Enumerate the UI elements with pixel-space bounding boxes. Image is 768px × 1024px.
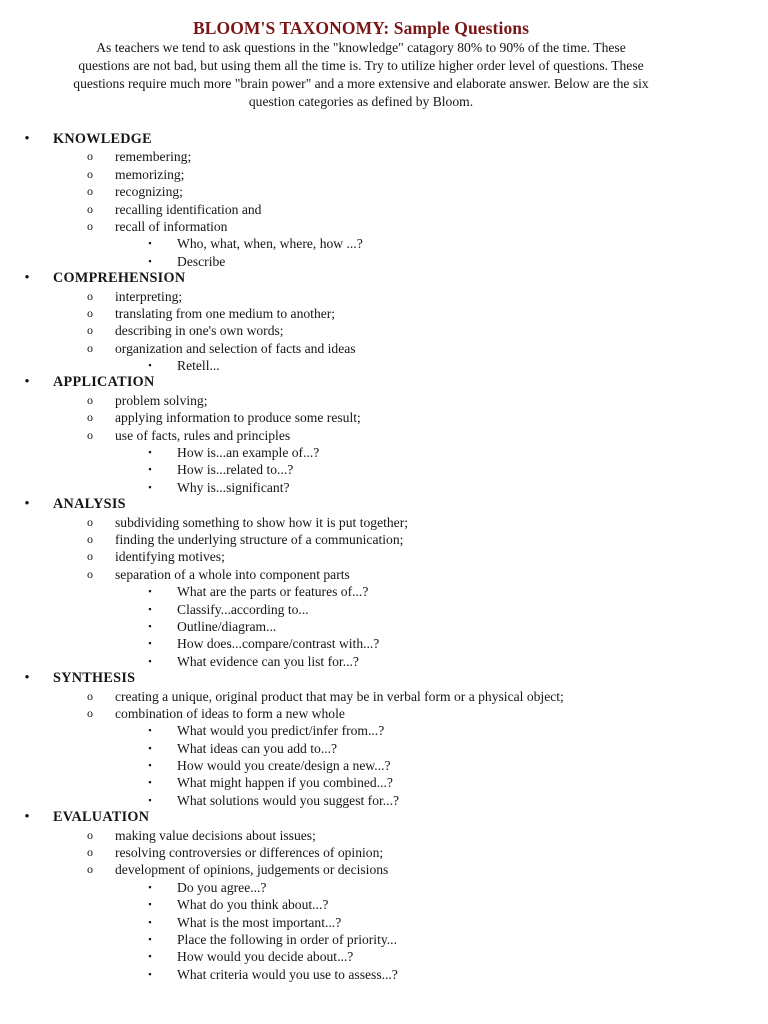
category-heading: ANALYSIS <box>53 496 126 513</box>
intro-line: questions are not bad, but using them all the time is. Try to utilize higher order level of questions. These <box>78 58 644 73</box>
category-item-row <box>0 548 768 565</box>
bullet-dot-icon: • <box>24 496 30 513</box>
category-item-text: resolving controversies or differences of opinion; <box>115 845 384 861</box>
example-question-text: Retell... <box>177 358 220 374</box>
category-item-text: describing in one's own words; <box>115 323 284 339</box>
intro-line: As teachers we tend to ask questions in the "knowledge" catagory 80% to 90% of the time. These <box>96 40 626 55</box>
category-item-row <box>0 844 768 861</box>
bullet-circle-icon: o <box>87 845 93 860</box>
category-item-row <box>0 322 768 339</box>
bullet-circle-icon: o <box>87 184 93 199</box>
example-question-row <box>0 235 768 252</box>
category-item-text: interpreting; <box>115 288 183 304</box>
bullet-square-icon: ▪ <box>148 586 152 597</box>
category-item-row <box>0 861 768 878</box>
category-row <box>0 670 768 687</box>
bullet-dot-icon: • <box>24 809 30 826</box>
category-item-text: problem solving; <box>115 392 208 408</box>
category-item-row <box>0 705 768 722</box>
example-question-row <box>0 879 768 896</box>
category-row <box>0 496 768 513</box>
bullet-dot-icon: • <box>24 270 30 287</box>
bullet-circle-icon: o <box>87 166 93 181</box>
bullet-square-icon: ▪ <box>148 238 152 249</box>
category-item-text: use of facts, rules and principles <box>115 427 291 443</box>
bullet-circle-icon: o <box>87 427 93 442</box>
category-item-text: making value decisions about issues; <box>115 827 316 843</box>
example-question-text: Place the following in order of priority... <box>177 931 397 947</box>
category-item-text: identifying motives; <box>115 549 225 565</box>
bullet-square-icon: ▪ <box>148 620 152 631</box>
document-title: BLOOM'S TAXONOMY: Sample Questions <box>192 18 530 38</box>
bullet-circle-icon: o <box>87 549 93 564</box>
bullet-square-icon: ▪ <box>148 760 152 771</box>
bullet-square-icon: ▪ <box>148 481 152 492</box>
example-question-text: What would you predict/infer from...? <box>177 723 385 739</box>
example-question-text: How would you decide about...? <box>177 949 354 965</box>
category-item-text: development of opinions, judgements or decisions <box>115 862 389 878</box>
category-heading: SYNTHESIS <box>53 670 136 687</box>
bullet-square-icon: ▪ <box>148 638 152 649</box>
example-question-text: Who, what, when, where, how ...? <box>177 236 363 252</box>
example-question-text: What criteria would you use to assess...? <box>177 966 398 982</box>
example-question-text: How is...an example of...? <box>177 445 320 461</box>
example-question-text: Outline/diagram... <box>177 618 277 634</box>
category-item-text: remembering; <box>115 149 192 165</box>
bullet-square-icon: ▪ <box>148 933 152 944</box>
example-question-row <box>0 357 768 374</box>
bullet-circle-icon: o <box>87 705 93 720</box>
intro-line: question categories as defined by Bloom. <box>248 94 474 109</box>
category-item-row <box>0 409 768 426</box>
category-item-text: translating from one medium to another; <box>115 305 336 321</box>
bullet-circle-icon: o <box>87 288 93 303</box>
example-question-row <box>0 948 768 965</box>
bullet-square-icon: ▪ <box>148 951 152 962</box>
bullet-square-icon: ▪ <box>148 447 152 458</box>
bullet-circle-icon: o <box>87 531 93 546</box>
category-item-row <box>0 183 768 200</box>
category-item-row <box>0 201 768 218</box>
example-question-row <box>0 635 768 652</box>
bullet-circle-icon: o <box>87 688 93 703</box>
bullet-square-icon: ▪ <box>148 255 152 266</box>
bullet-dot-icon: • <box>24 670 30 687</box>
example-question-text: What ideas can you add to...? <box>177 740 338 756</box>
bullet-circle-icon: o <box>87 323 93 338</box>
example-question-text: What are the parts or features of...? <box>177 584 369 600</box>
intro-paragraph <box>0 39 726 111</box>
bullet-circle-icon: o <box>87 305 93 320</box>
bullet-square-icon: ▪ <box>148 916 152 927</box>
category-item-row <box>0 688 768 705</box>
example-question-text: How is...related to...? <box>177 462 294 478</box>
category-item-row <box>0 531 768 548</box>
category-item-text: creating a unique, original product that may be in verbal form or a physical object; <box>115 688 564 704</box>
category-item-text: subdividing something to show how it is put together; <box>115 514 409 530</box>
bullet-square-icon: ▪ <box>148 899 152 910</box>
example-question-text: What do you think about...? <box>177 897 329 913</box>
example-question-row <box>0 931 768 948</box>
bullet-circle-icon: o <box>87 149 93 164</box>
bullet-circle-icon: o <box>87 862 93 877</box>
bullet-square-icon: ▪ <box>148 968 152 979</box>
example-question-text: Do you agree...? <box>177 879 267 895</box>
example-question-row <box>0 253 768 270</box>
bullet-circle-icon: o <box>87 514 93 529</box>
category-heading: EVALUATION <box>53 809 150 826</box>
category-item-text: recalling identification and <box>115 201 262 217</box>
example-question-row <box>0 461 768 478</box>
example-question-row <box>0 653 768 670</box>
bullet-square-icon: ▪ <box>148 777 152 788</box>
example-question-row <box>0 740 768 757</box>
category-heading: APPLICATION <box>53 374 155 391</box>
example-question-row <box>0 444 768 461</box>
bullet-circle-icon: o <box>87 827 93 842</box>
category-item-row <box>0 514 768 531</box>
intro-line: questions require much more "brain power" and a more extensive and elaborate answer. Below are the six <box>73 76 649 91</box>
bullet-circle-icon: o <box>87 201 93 216</box>
category-item-text: combination of ideas to form a new whole <box>115 705 345 721</box>
example-question-row <box>0 479 768 496</box>
category-row <box>0 131 768 148</box>
bullet-square-icon: ▪ <box>148 725 152 736</box>
category-item-text: organization and selection of facts and ideas <box>115 340 356 356</box>
example-question-text: Classify...according to... <box>177 601 309 617</box>
example-question-text: Why is...significant? <box>177 479 290 495</box>
bullet-square-icon: ▪ <box>148 360 152 371</box>
example-question-text: How would you create/design a new...? <box>177 758 391 774</box>
example-question-text: What is the most important...? <box>177 914 342 930</box>
category-item-row <box>0 392 768 409</box>
bullet-square-icon: ▪ <box>148 742 152 753</box>
category-row <box>0 270 768 287</box>
example-question-row <box>0 757 768 774</box>
example-question-row <box>0 774 768 791</box>
bullet-circle-icon: o <box>87 218 93 233</box>
example-question-text: What evidence can you list for...? <box>177 653 359 669</box>
category-item-row <box>0 566 768 583</box>
category-row <box>0 809 768 826</box>
taxonomy-outline <box>0 131 768 983</box>
bullet-dot-icon: • <box>24 131 30 147</box>
category-item-text: recall of information <box>115 218 228 234</box>
category-item-row <box>0 827 768 844</box>
category-item-row <box>0 340 768 357</box>
example-question-row <box>0 792 768 809</box>
example-question-text: What might happen if you combined...? <box>177 775 393 791</box>
category-item-row <box>0 218 768 235</box>
bullet-square-icon: ▪ <box>148 655 152 666</box>
category-heading: COMPREHENSION <box>53 270 186 287</box>
category-row <box>0 374 768 391</box>
example-question-row <box>0 966 768 983</box>
bullet-square-icon: ▪ <box>148 603 152 614</box>
category-heading: KNOWLEDGE <box>53 131 152 147</box>
bullet-circle-icon: o <box>87 566 93 581</box>
category-item-text: recognizing; <box>115 184 183 200</box>
example-question-row <box>0 601 768 618</box>
example-question-row <box>0 914 768 931</box>
example-question-row <box>0 722 768 739</box>
category-item-text: finding the underlying structure of a communication; <box>115 531 404 547</box>
example-question-text: What solutions would you suggest for...? <box>177 792 400 808</box>
bullet-square-icon: ▪ <box>148 881 152 892</box>
category-item-row <box>0 305 768 322</box>
bullet-circle-icon: o <box>87 340 93 355</box>
bullet-circle-icon: o <box>87 392 93 407</box>
category-item-row <box>0 166 768 183</box>
example-question-row <box>0 618 768 635</box>
example-question-row <box>0 896 768 913</box>
example-question-text: Describe <box>177 253 226 269</box>
category-item-row <box>0 288 768 305</box>
example-question-text: How does...compare/contrast with...? <box>177 636 380 652</box>
bullet-square-icon: ▪ <box>148 794 152 805</box>
category-item-text: memorizing; <box>115 166 185 182</box>
category-item-row <box>0 148 768 165</box>
bullet-square-icon: ▪ <box>148 464 152 475</box>
category-item-text: separation of a whole into component parts <box>115 566 350 582</box>
bullet-dot-icon: • <box>24 374 30 391</box>
category-item-text: applying information to produce some result; <box>115 410 361 426</box>
category-item-row <box>0 427 768 444</box>
bullet-circle-icon: o <box>87 410 93 425</box>
example-question-row <box>0 583 768 600</box>
